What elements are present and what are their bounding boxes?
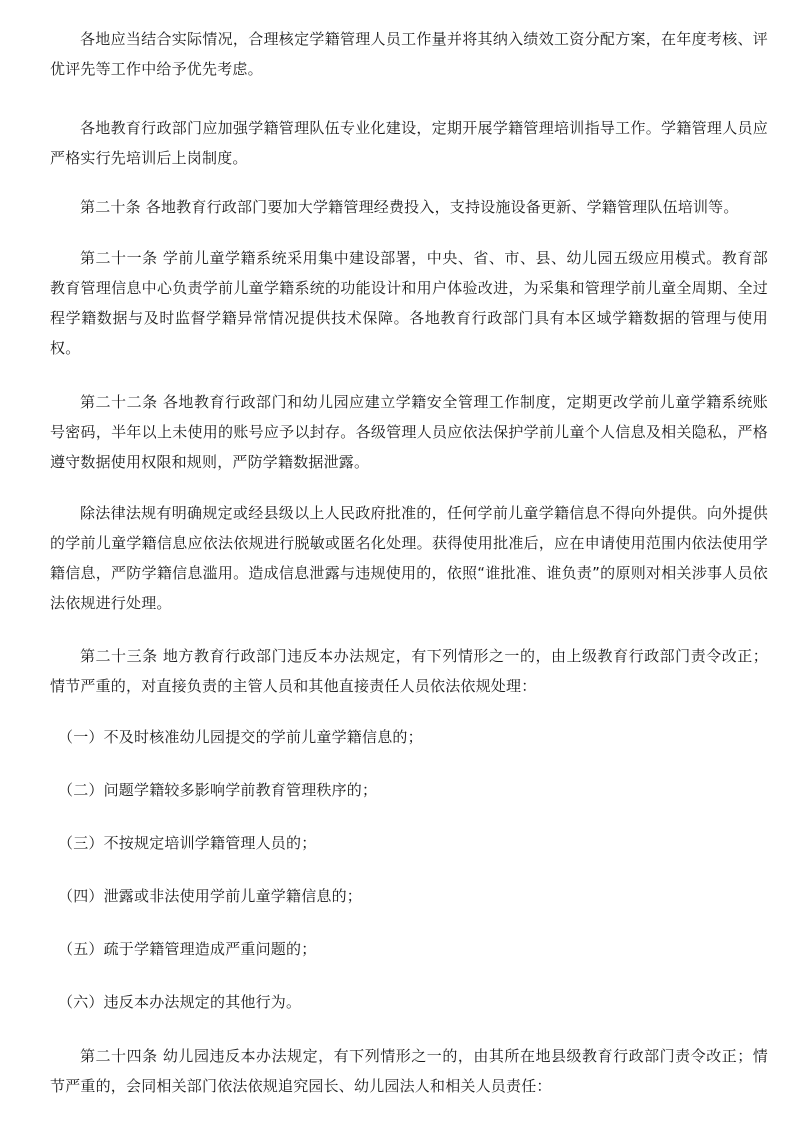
list-item: （二）问题学籍较多影响学前教育管理秩序的； <box>58 781 378 799</box>
paragraph-article-23: 第二十三条 地方教育行政部门违反本办法规定，有下列情形之一的，由上级教育行政部门责令改正；情节严重的，对直接负责的主管人员和其他直接责任人员依法依规处理： <box>50 647 768 695</box>
paragraph-article-21: 第二十一条 学前儿童学籍系统采用集中建设部署，中央、省、市、县、幼儿园五级应用模式。教育部教育管理信息中心负责学前儿童学籍系统的功能设计和用户体验改进，为采集和管理学前儿童全周期、全过程学籍数据与及时监督学籍异常情况提供技术保障。各地教育行政部门具有本区域学籍数据的管理与使用权。 <box>50 249 768 357</box>
list-item: （六）违反本办法规定的其他行为。 <box>58 993 302 1011</box>
paragraph-performance-evaluation: 各地应当结合实际情况，合理核定学籍管理人员工作量并将其纳入绩效工资分配方案，在年度考核、评优评先等工作中给予优先考虑。 <box>50 30 768 78</box>
paragraph-article-22: 第二十二条 各地教育行政部门和幼儿园应建立学籍安全管理工作制度，定期更改学前儿童学籍系统账号密码，半年以上未使用的账号应予以封存。各级管理人员应依法保护学前儿童个人信息及相关隐私，严格遵守数据使用权限和规则，严防学籍数据泄露。 <box>50 393 768 471</box>
list-item: （三）不按规定培训学籍管理人员的； <box>58 834 317 852</box>
paragraph-article-20: 第二十条 各地教育行政部门要加大学籍管理经费投入，支持设施设备更新、学籍管理队伍培训等。 <box>80 198 739 216</box>
paragraph-article-24: 第二十四条 幼儿园违反本办法规定，有下列情形之一的，由其所在地县级教育行政部门责令改正；情节严重的，会同相关部门依法依规追究园长、幼儿园法人和相关人员责任： <box>50 1047 768 1095</box>
list-item: （一）不及时核准幼儿园提交的学前儿童学籍信息的； <box>58 728 423 746</box>
list-item: （四）泄露或非法使用学前儿童学籍信息的； <box>58 887 363 905</box>
paragraph-data-provision: 除法律法规有明确规定或经县级以上人民政府批准的，任何学前儿童学籍信息不得向外提供。向外提供的学前儿童学籍信息应依法依规进行脱敏或匿名化处理。获得使用批准后，应在申请使用范围内依法使用学籍信息，严防学籍信息滥用。造成信息泄露与违规使用的，依照“谁批准、谁负责”的原则对相关涉事人员依法依规进行处理。 <box>50 504 768 612</box>
list-item: （五）疏于学籍管理造成严重问题的； <box>58 940 317 958</box>
paragraph-team-building: 各地教育行政部门应加强学籍管理队伍专业化建设，定期开展学籍管理培训指导工作。学籍管理人员应严格实行先培训后上岗制度。 <box>50 119 768 167</box>
